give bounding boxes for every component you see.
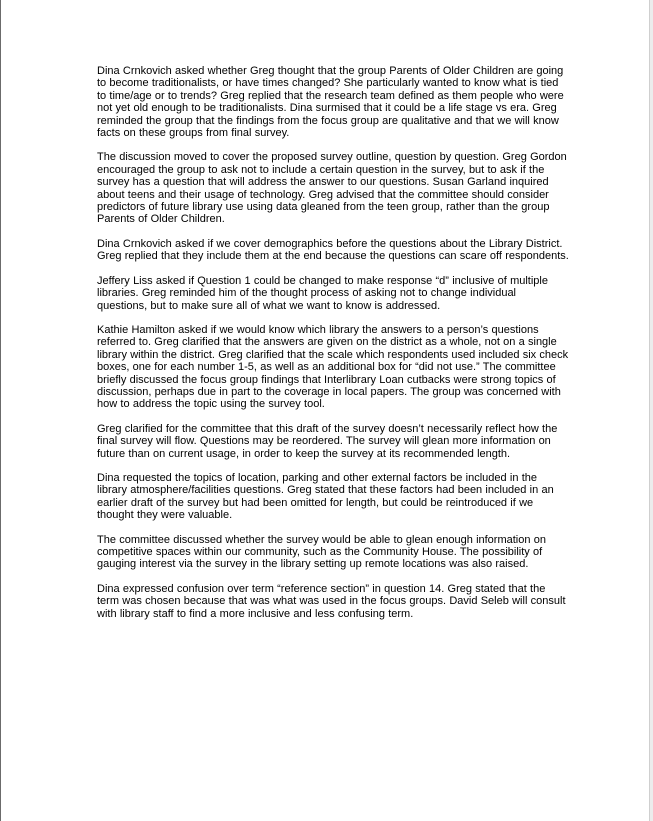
paragraph-survey-draft: Greg clarified for the committee that this draft of the survey doesn’t necessarily reflect how the final survey will flow. Questions may be reordered. The survey will glean more information on future than on current usage, in order to keep the survey at its recommended length.: [97, 422, 558, 460]
paragraph-parents-older-children: Dina Crnkovich asked whether Greg thought that the group Parents of Older Children are going to become traditionalists, or have times changed? She particularly wanted to know what is tied to time/age or to trends? Greg replied that the research team defined as them people who were not yet old enough to be traditionalists. Dina surmised that it could be a life stage vs era. Greg reminded the group that the findings from the focus group are qualitative and that we will know facts on these groups from final survey.: [97, 65, 564, 140]
paragraph-library-answers: Kathie Hamilton asked if we would know which library the answers to a person’s questions referred to. Greg clarified that the answers are given on the district as a whole, not on a single library within the district. Greg clarified that the scale which respondents used included six check boxes, one for each number 1-5, as well as an additional box for “did not use.” The committee briefly discussed the focus group findings that Interlibrary Loan cutbacks were strong topics of discussion, perhaps due in part to the coverage in local papers. The group was concerned with how to address the topic using the survey tool.: [97, 323, 569, 411]
paragraph-reference-section: Dina expressed confusion over term “reference section” in question 14. Greg stated that the term was chosen because that was what was used in the focus groups. David Seleb will consult with library staff to find a more inclusive and less confusing term.: [97, 582, 566, 620]
paragraph-survey-outline: The discussion moved to cover the proposed survey outline, question by question. Greg Gordon encouraged the group to ask not to include a certain question in the survey, but to ask if the survey has a question that will address the answer to our questions. Susan Garland inquired about teens and their usage of technology. Greg advised that the committee should consider predictors of future library use using data gleaned from the teen group, rather than the group Parents of Older Children.: [97, 151, 567, 226]
page-left-border: [0, 0, 1, 821]
document-body: [97, 65, 569, 632]
paragraph-demographics: Dina Crnkovich asked if we cover demographics before the questions about the Library District. Greg replied that they include them at the end because the questions can scare off respondents.: [97, 237, 569, 263]
paragraph-competitive-spaces: The committee discussed whether the survey would be able to glean enough information on competitive spaces within our community, such as the Community House. The possibility of gauging interest via the survey in the library setting up remote locations was also raised.: [97, 533, 546, 571]
paragraph-question-1: Jeffery Liss asked if Question 1 could be changed to make response “d” inclusive of multiple libraries. Greg reminded him of the thought process of asking not to change individual questions, but to make sure all of what we want to know is addressed.: [97, 274, 548, 312]
paragraph-location-parking: Dina requested the topics of location, parking and other external factors be included in the library atmosphere/facilities questions. Greg stated that these factors had been included in an earlier draft of the survey but had been omitted for length, but could be reintroduced if we thought they were valuable.: [97, 471, 554, 522]
page-right-border: [649, 0, 653, 821]
